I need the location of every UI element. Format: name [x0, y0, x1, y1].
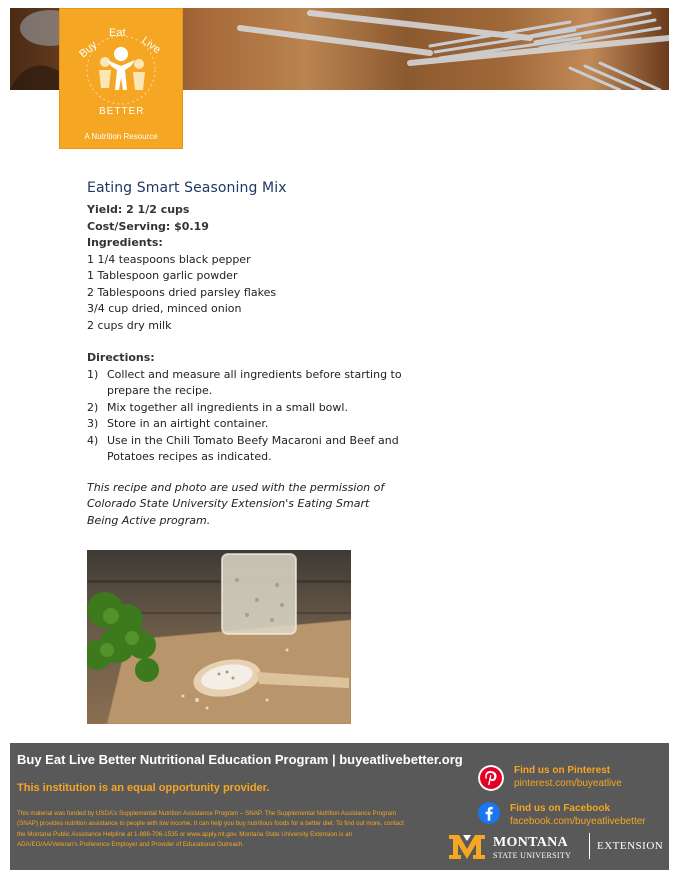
program-title: Buy Eat Live Better Nutritional Education Program | buyeatlivebetter.org — [17, 752, 463, 767]
facebook-icon — [478, 802, 500, 824]
directions-heading: Directions: — [87, 351, 155, 364]
ingredient-item: 1 Tablespoon garlic powder — [87, 269, 238, 282]
step-text: Mix together all ingredients in a small bowl. — [107, 400, 348, 414]
step-number: 4) — [87, 433, 99, 447]
equal-opportunity-statement: This institution is an equal opportunity provider. — [17, 782, 270, 794]
footer — [10, 743, 669, 870]
step-text: Collect and measure all ingredients before starting to prepare the recipe. — [107, 367, 402, 397]
pinterest-icon — [478, 765, 504, 791]
ingredient-item: 3/4 cup dried, minced onion — [87, 302, 242, 315]
direction-step — [87, 400, 407, 417]
logo-word: Live — [139, 34, 163, 57]
msu-extension-logo — [447, 829, 667, 863]
msu-m-icon — [447, 831, 487, 861]
step-text: Store in an airtight container. — [107, 417, 269, 430]
directions-list — [87, 367, 407, 466]
facebook-url[interactable]: facebook.com/buyeatlivebetter — [510, 816, 646, 827]
step-number: 1) — [87, 367, 99, 381]
direction-step — [87, 433, 407, 466]
pinterest-label: Find us on Pinterest — [514, 765, 611, 776]
logo-figures-icon — [69, 18, 173, 122]
pinterest-url[interactable]: pinterest.com/buyeatlive — [514, 778, 622, 789]
ingredient-item: 2 Tablespoons dried parsley flakes — [87, 285, 277, 299]
recipe-credit: This recipe and photo are used with the permission of Colorado State University Extension's Eating Smart Being Active program. — [87, 480, 385, 527]
step-number: 2) — [87, 400, 99, 414]
step-number: 3) — [87, 417, 99, 430]
msu-subname: STATE UNIVERSITY — [493, 851, 572, 860]
recipe-content — [87, 180, 407, 540]
msu-divider — [589, 833, 590, 859]
logo-word: Eat — [109, 27, 126, 39]
logo-tagline: A Nutrition Resource — [84, 132, 158, 141]
recipe-cost: Cost/Serving: $0.19 — [87, 219, 209, 233]
recipe-photo — [87, 550, 351, 724]
facebook-label: Find us on Facebook — [510, 803, 611, 814]
ingredients-heading: Ingredients: — [87, 236, 163, 249]
seasoning-photo-image — [87, 550, 351, 724]
ingredient-item: 2 cups dry milk — [87, 318, 172, 332]
recipe-title: Eating Smart Seasoning Mix — [87, 180, 287, 196]
msu-name: MONTANA — [493, 835, 568, 850]
buy-eat-live-better-logo — [59, 8, 183, 149]
msu-extension-label: EXTENSION — [597, 840, 664, 852]
direction-step — [87, 367, 407, 400]
step-text: Use in the Chili Tomato Beefy Macaroni and Beef and Potatoes recipes as indicated. — [107, 433, 399, 463]
logo-word: Buy — [77, 38, 100, 61]
recipe-yield: Yield: 2 1/2 cups — [87, 203, 190, 216]
ingredient-item: 1 1/4 teaspoons black pepper — [87, 252, 251, 266]
funding-disclaimer: This material was funded by USDA's Supplemental Nutrition Assistance Program – SNAP. The Supplemental Nutrition Assistance Program (SNAP) provides nutrition assistance to people with low income. It can help you buy nutritious foods for a better diet. To find out more, contact the Montana Public Assistance Helpline at 1-888-706-1535 or www.apply.mt.gov. Montana State University Extension is an ADA/EO/AA/Veteran's Preference Employer and Provider of Educational Outreach. — [17, 810, 404, 848]
logo-word: BETTER — [99, 106, 145, 117]
direction-step — [87, 416, 407, 433]
